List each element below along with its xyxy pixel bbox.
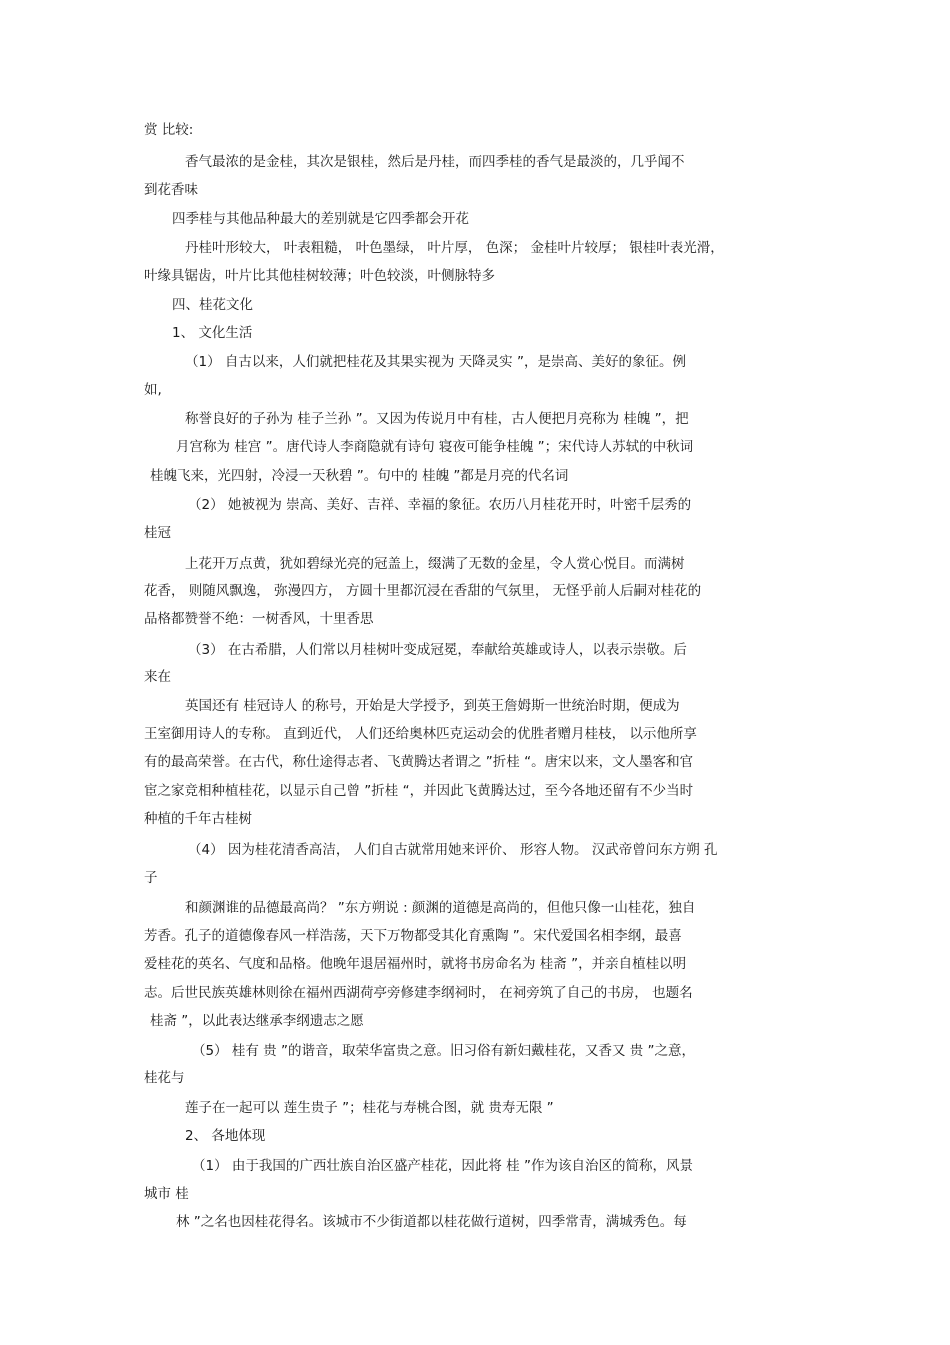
- text-line: 英国还有 桂冠诗人 的称号，开始是大学授予，到英王詹姆斯一世统治时期，便成为: [185, 698, 680, 714]
- text-line: 香气最浓的是金桂，其次是银桂，然后是丹桂，而四季桂的香气是最淡的，几乎闻不: [185, 154, 685, 170]
- text-line: 称誉良好的子孙为 桂子兰孙 ”。又因为传说月中有桂，古人便把月亮称为 桂魄 ”，把: [185, 411, 689, 427]
- text-line: 爱桂花的英名、气度和品格。他晚年退居福州时，就将书房命名为 桂斋 ”，并亲自植桂以明: [144, 956, 687, 972]
- text-line: 桂魄飞来，光四射，冷浸一天秋碧 ”。句中的 桂魄 ”都是月亮的代名词: [150, 468, 569, 484]
- text-line: （1） 由于我国的广西壮族自治区盛产桂花，因此将 桂 ”作为该自治区的简称，风景: [192, 1158, 693, 1174]
- text-line: 桂斋 ”，以此表达继承李纲遗志之愿: [150, 1013, 364, 1029]
- text-line: 丹桂叶形较大， 叶表粗糙， 叶色墨绿， 叶片厚， 色深； 金桂叶片较厚； 银桂叶表光滑，: [185, 240, 724, 256]
- text-line: 月宫称为 桂宫 ”。唐代诗人李商隐就有诗句 寝夜可能争桂魄 ”；宋代诗人苏轼的中秋词: [176, 439, 694, 455]
- text-line: 如,: [144, 382, 162, 398]
- text-line: 志。后世民族英雄林则徐在福州西湖荷亭旁修建李纲祠时， 在祠旁筑了自己的书房， 也题名: [144, 985, 693, 1001]
- text-line: 子: [144, 870, 158, 886]
- text-line: 桂冠: [144, 525, 171, 541]
- text-line: 花香， 则随风飘逸， 弥漫四方， 方圆十里都沉浸在香甜的气氛里， 无怪乎前人后嗣对桂花的: [144, 583, 702, 599]
- text-line: 有的最高荣誉。在古代，称仕途得志者、飞黄腾达者谓之 ”折桂 “。唐宋以来，文人墨客和官: [144, 754, 694, 770]
- subsection-heading: 2、 各地体现: [185, 1128, 266, 1144]
- text-line: 王室御用诗人的专称。 直到近代， 人们还给奥林匹克运动会的优胜者赠月桂枝， 以示他所享: [144, 726, 697, 742]
- text-line: 叶缘具锯齿，叶片比其他桂树较薄；叶色较淡，叶侧脉特多: [144, 268, 495, 284]
- text-line: （3） 在古希腊，人们常以月桂树叶变成冠冕，奉献给英雄或诗人，以表示崇敬。后: [188, 642, 687, 658]
- text-line: 来在: [144, 669, 171, 685]
- text-line: 四季桂与其他品种最大的差别就是它四季都会开花: [172, 211, 469, 227]
- text-line: 品格都赞誉不绝：一树香风，十里香思: [144, 611, 374, 627]
- text-line: 上花开万点黄，犹如碧绿光亮的冠盖上，缀满了无数的金星，令人赏心悦目。而满树: [185, 556, 685, 572]
- text-line: 桂花与: [144, 1070, 185, 1086]
- text-line: 到花香味: [144, 182, 198, 198]
- text-line: （4） 因为桂花清香高洁， 人们自古就常用她来评价、 形容人物。 汉武帝曾问东方朔 孔: [188, 842, 718, 858]
- text-line: 种植的千年古桂树: [144, 811, 252, 827]
- text-line: （1） 自古以来，人们就把桂花及其果实视为 天降灵实 ”，是崇高、美好的象征。例: [185, 354, 686, 370]
- text-line: 赏 比较:: [144, 122, 194, 138]
- subsection-heading: 1、 文化生活: [172, 325, 253, 341]
- text-line: （2） 她被视为 崇高、美好、吉祥、幸福的象征。农历八月桂花开时，叶密千层秀的: [188, 497, 692, 513]
- text-line: 莲子在一起可以 莲生贵子 ”；桂花与寿桃合图，就 贵寿无限 ”: [185, 1100, 554, 1116]
- text-line: 城市 桂: [144, 1186, 189, 1202]
- text-line: （5） 桂有 贵 ”的谐音，取荣华富贵之意。旧习俗有新妇戴桂花，又香又 贵 ”之意，: [192, 1043, 696, 1059]
- text-line: 芳香。孔子的道德像春风一样浩荡，天下万物都受其化育熏陶 ”。宋代爱国名相李纲，最喜: [144, 928, 682, 944]
- text-line: 宦之家竞相种植桂花，以显示自己曾 ”折桂 “，并因此飞黄腾达过，至今各地还留有不少当时: [144, 783, 694, 799]
- text-line: 和颜渊谁的品德最高尚？ ”东方朔说 : 颜渊的道德是高尚的，但他只像一山桂花，独自: [185, 900, 696, 916]
- text-line: 林 ”之名也因桂花得名。该城市不少街道都以桂花做行道树，四季常青，满城秀色。每: [176, 1214, 687, 1230]
- section-heading: 四、桂花文化: [172, 297, 253, 313]
